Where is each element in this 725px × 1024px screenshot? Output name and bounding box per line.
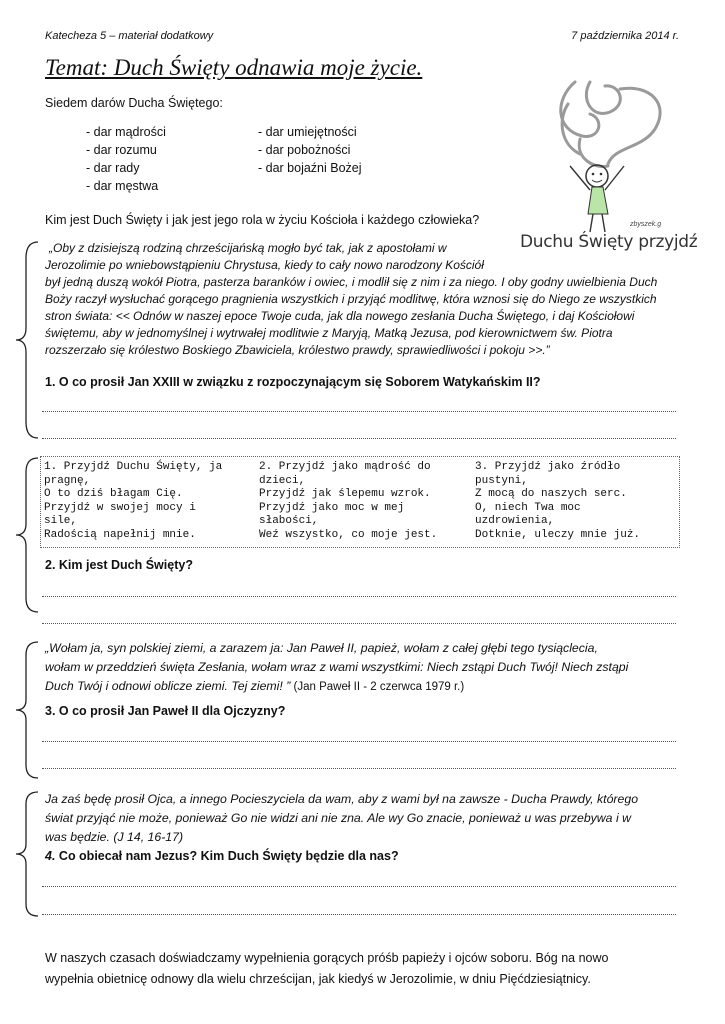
brace-icon [14, 640, 40, 780]
gift-item: - dar męstwa [86, 179, 159, 193]
quote-line: Boży raczył wysłuchać gorącego pragnienia wszystkich i przyjąć modlitwę, która wznosi się do Niego ze wszystkich [45, 292, 657, 306]
gifts-column-1 [86, 123, 166, 195]
quote-line [45, 677, 628, 697]
quote-line: rozszerzało się królestwo Boskiego Zbawiciela, królestwo prawdy, sprawiedliwości i pokoju >>.” [45, 343, 550, 357]
header-left: Katecheza 5 – materiał dodatkowy [45, 30, 214, 42]
quote-attribution: (Jan Paweł II - 2 czerwca 1979 r.) [290, 681, 465, 693]
brace-icon [14, 790, 40, 918]
quote-line: „Wołam ja, syn polskiej ziemi, a zarazem ja: Jan Paweł II, papież, wołam z całej głębi tego tysiąclecia, [45, 641, 598, 655]
question-3: 3. O co prosił Jan Paweł II dla Ojczyzny? [45, 704, 286, 718]
answer-line[interactable] [42, 886, 676, 887]
question-4 [45, 849, 399, 863]
quote-line: „Oby z dzisiejszą rodziną chrześcijańską mogło być tak, jak z apostołami w [49, 241, 447, 255]
logo-signature: zbyszek.g [630, 221, 662, 228]
question-1: 1. O co prosił Jan XXIII w związku z rozpoczynającym się Soborem Watykańskim II? [45, 375, 541, 389]
gift-item: - dar bojaźni Bożej [258, 161, 362, 175]
song-verse-1: 1. Przyjdź Duchu Święty, ja pragnę, O to dziś błagam Cię. Przyjdź w swojej mocy i sile, Radością napełnij mnie. [44, 461, 223, 541]
quote-line: świętemu, aby w jednomyślnej i wytrwałej modlitwie z Maryją, Matką Jezusa, pod kierownictwem św. Piotra [45, 326, 613, 340]
page-title: Temat: Duch Święty odnawia moje życie. [45, 55, 423, 80]
quote-line: stron świata: << Odnów w naszej epoce Twoje cuda, jak dla nowego zesłania Ducha Świętego, i daj Kościołowi [45, 309, 635, 323]
quote-jan-pawel-ii [45, 639, 628, 697]
song-verses-box [40, 456, 680, 548]
quote-line: był jedną duszą wokół Piotra, pasterza baranków i owiec, i modlił się z nim i za niego. I oby godny uwielbienia Duch [45, 275, 658, 289]
quote-gospel-john [45, 790, 638, 847]
quote-line-last: Duch Twój i odnowi oblicze ziemi. Tej ziemi! ” [45, 679, 291, 693]
answer-line[interactable] [42, 914, 676, 915]
quote-line: was będzie. (J 14, 16-17) [45, 830, 184, 844]
gift-item: - dar rozumu [86, 143, 157, 157]
question-4-number: 4. [45, 849, 56, 863]
gift-item: - dar umiejętności [258, 125, 357, 139]
song-verse-2: 2. Przyjdź jako mądrość do dzieci, Przyjdź jak ślepemu wzrok. Przyjdź jako moc w mej słabości, Weź wszystko, co moje jest. [259, 461, 438, 541]
quote-line: wołam w przeddzień święta Zesłania, wołam wraz z wami wszystkimi: Niech zstąpi Duch Twój! Niech zstąpi [45, 660, 629, 674]
gift-item: - dar rady [86, 161, 140, 175]
gift-item: - dar pobożności [258, 143, 351, 157]
answer-line[interactable] [42, 596, 676, 597]
quote-line: świat przyjąć nie może, ponieważ Go nie widzi ani nie zna. Ale wy Go znacie, ponieważ u was przebywa i w [45, 811, 631, 825]
brace-icon [14, 240, 40, 440]
quote-line: Ja zaś będę prosił Ojca, a innego Pocieszyciela da wam, aby z wami był na zawsze - Ducha Prawdy, którego [45, 792, 639, 806]
question-4-text: Co obiecał nam Jezus? Kim Duch Święty będzie dla nas? [55, 849, 399, 863]
song-verse-3: 3. Przyjdź jako źródło pustyni, Z mocą do naszych serc. O, niech Twa moc uzdrowienia, Dotknie, uleczy mnie już. [475, 461, 641, 541]
closing-line: wypełnia obietnicę odnowy dla wielu chrześcijan, jak kiedyś w Jerozolimie, w dniu Pięćdziesiątnicy. [45, 972, 591, 986]
answer-line[interactable] [42, 741, 676, 742]
closing-paragraph [45, 948, 608, 990]
question-2: 2. Kim jest Duch Święty? [45, 558, 193, 572]
logo-caption: Duchu Święty przyjdź [520, 232, 698, 252]
quote-line: Jerozolimie po wniebowstąpieniu Chrystusa, kiedy to cały nowo narodzony Kościół [45, 258, 484, 272]
holy-spirit-logo [520, 74, 700, 264]
answer-line[interactable] [42, 768, 676, 769]
quote-jan-xxiii [45, 240, 657, 359]
brace-icon [14, 456, 40, 614]
gifts-intro: Siedem darów Ducha Świętego: [45, 96, 223, 110]
dove-child-drawing-icon [520, 74, 700, 239]
header-date: 7 października 2014 r. [571, 30, 679, 42]
answer-line[interactable] [42, 438, 676, 439]
closing-line: W naszych czasach doświadczamy wypełnienia gorących próśb papieży i ojców soboru. Bóg na nowo [45, 951, 609, 965]
answer-line[interactable] [42, 623, 676, 624]
answer-line[interactable] [42, 411, 676, 412]
gift-item: - dar mądrości [86, 125, 166, 139]
gifts-column-2 [258, 123, 362, 177]
intro-question: Kim jest Duch Święty i jak jest jego rola w życiu Kościoła i każdego człowieka? [45, 213, 480, 227]
